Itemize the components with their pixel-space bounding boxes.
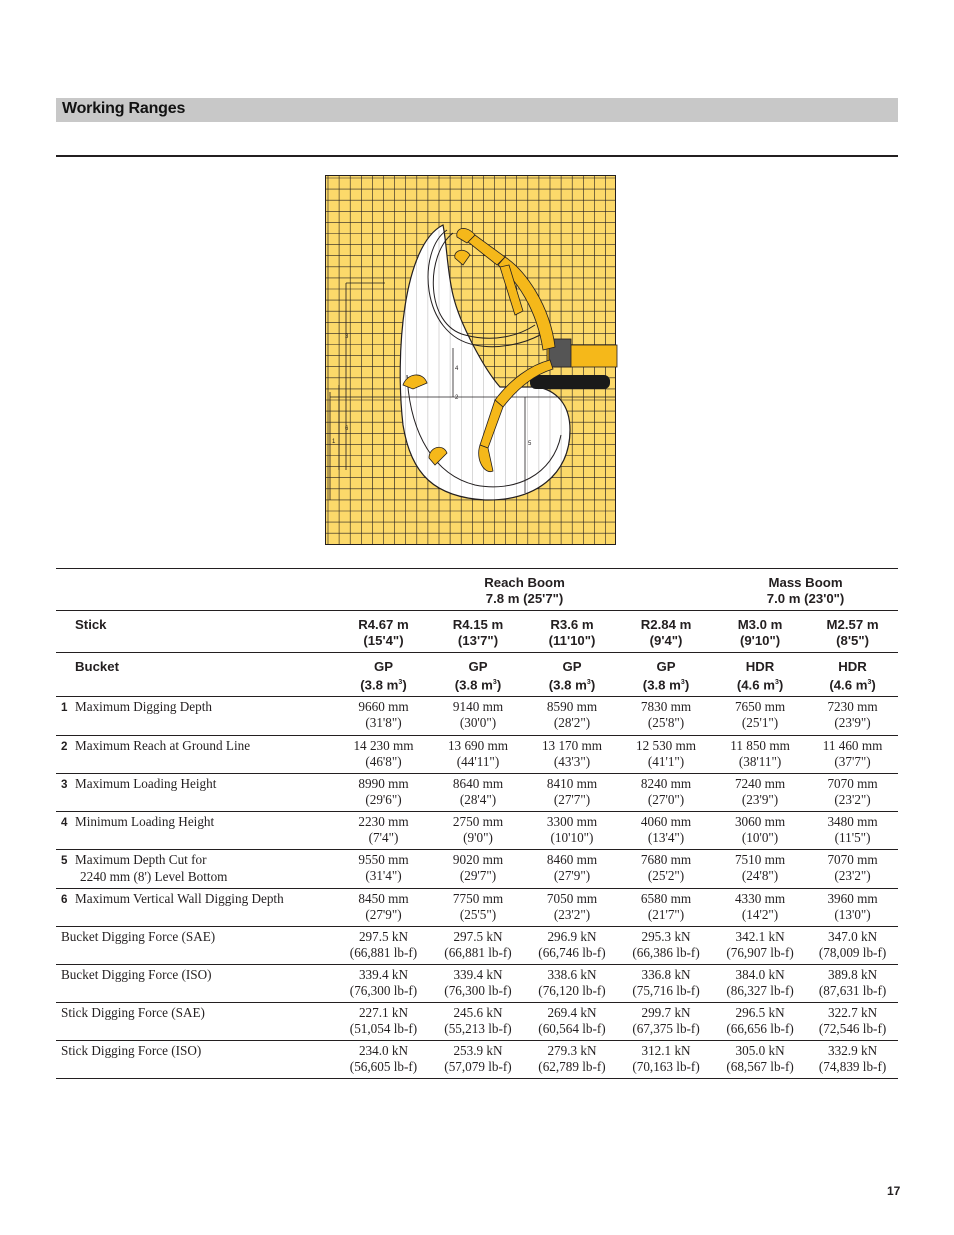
spec-value-metric: 296.5 kN	[735, 1005, 785, 1021]
spec-value-metric: 12 530 mm	[635, 738, 697, 754]
spec-number: 2	[61, 740, 68, 754]
spec-value-imperial: (66,386 lb-f)	[632, 945, 700, 961]
spec-value-cell	[619, 812, 713, 850]
spec-value-metric: 2750 mm	[452, 814, 504, 830]
bucket-end: )	[590, 677, 596, 693]
spec-label: Bucket Digging Force (ISO)	[61, 967, 212, 983]
spec-value-metric: 8640 mm	[452, 776, 504, 792]
stick-row	[56, 611, 898, 653]
spec-value-cell	[807, 889, 898, 927]
spec-value-metric: 347.0 kN	[828, 929, 878, 945]
spec-row	[56, 736, 898, 774]
spec-value-cell	[336, 812, 431, 850]
spec-value-cell	[336, 774, 431, 812]
spec-value-imperial: (23'9")	[741, 792, 779, 808]
stick-sub: (9'10")	[739, 633, 781, 648]
spec-value-cell	[431, 965, 525, 1003]
stick-sub: (15'4")	[363, 633, 404, 648]
spec-value-imperial: (23'2")	[553, 907, 591, 923]
spec-value-cell	[525, 889, 619, 927]
bucket-end: )	[496, 677, 502, 693]
bucket-sub: (4.6 m	[829, 677, 868, 693]
spec-value-imperial: (62,789 lb-f)	[538, 1059, 606, 1075]
working-ranges-diagram	[325, 175, 616, 545]
spec-value-cell	[713, 927, 807, 965]
spec-value-cell	[807, 697, 898, 736]
spec-value-metric: 4060 mm	[640, 814, 692, 830]
stick-col-1	[431, 611, 525, 653]
spec-value-metric: 253.9 kN	[453, 1043, 503, 1059]
spec-row	[56, 1003, 898, 1041]
spec-value-imperial: (67,375 lb-f)	[632, 1021, 700, 1037]
spec-label: Stick Digging Force (ISO)	[61, 1043, 202, 1059]
spec-value-imperial: (51,054 lb-f)	[349, 1021, 418, 1037]
bucket-top-left	[455, 250, 470, 265]
bucket-sub: (3.8 m	[642, 677, 681, 693]
spec-value-cell	[431, 850, 525, 889]
spec-value-imperial: (78,009 lb-f)	[818, 945, 887, 961]
mass-boom-size: 7.0 m (23'0")	[766, 591, 845, 606]
spec-value-imperial: (86,327 lb-f)	[726, 983, 794, 999]
spec-value-metric: 342.1 kN	[735, 929, 785, 945]
spec-value-metric: 8240 mm	[640, 776, 692, 792]
spec-value-cell	[713, 965, 807, 1003]
spec-value-imperial: (9'0")	[463, 830, 493, 846]
stick-main: M3.0 m	[737, 617, 783, 632]
bucket-col-4	[713, 653, 807, 697]
spec-value-imperial: (27'9")	[553, 868, 591, 884]
spec-label-cell	[56, 1041, 336, 1079]
spec-value-cell	[619, 1003, 713, 1041]
spec-value-cell	[713, 812, 807, 850]
spec-value-cell	[619, 1041, 713, 1079]
spec-value-imperial: (23'2")	[834, 792, 871, 808]
bucket-row	[56, 653, 898, 697]
spec-label-cell	[56, 927, 336, 965]
spec-value-metric: 279.3 kN	[547, 1043, 597, 1059]
specs-table-body	[56, 569, 898, 1079]
bucket-end: )	[402, 677, 407, 693]
spec-label-cell	[56, 697, 336, 736]
stick-main: R3.6 m	[550, 617, 594, 632]
spec-value-imperial: (10'0")	[741, 830, 779, 846]
stick-col-3	[619, 611, 713, 653]
page-number: 17	[887, 1184, 901, 1198]
spec-value-imperial: (27'0")	[647, 792, 685, 808]
spec-value-cell	[525, 774, 619, 812]
spec-value-cell	[619, 850, 713, 889]
bucket-main: GP	[562, 659, 582, 674]
spec-value-cell	[336, 1003, 431, 1041]
spec-value-metric: 312.1 kN	[641, 1043, 691, 1059]
top-rule	[56, 155, 898, 157]
spec-value-imperial: (46'8")	[365, 754, 402, 770]
dimension-label: 6	[345, 426, 349, 432]
spec-value-imperial: (29'6")	[365, 792, 402, 808]
spec-value-imperial: (68,567 lb-f)	[726, 1059, 794, 1075]
spec-value-imperial: (37'7")	[834, 754, 871, 770]
spec-value-metric: 332.9 kN	[828, 1043, 878, 1059]
spec-value-imperial: (25'2")	[647, 868, 685, 884]
spec-value-cell	[807, 965, 898, 1003]
spec-value-cell	[807, 812, 898, 850]
spec-value-imperial: (27'7")	[553, 792, 591, 808]
spec-value-imperial: (87,631 lb-f)	[818, 983, 887, 999]
spec-value-metric: 338.6 kN	[547, 967, 597, 983]
spec-value-metric: 299.7 kN	[641, 1005, 691, 1021]
spec-value-cell	[713, 889, 807, 927]
spec-value-imperial: (41'1")	[647, 754, 685, 770]
spec-value-cell	[807, 1041, 898, 1079]
spec-value-metric: 13 170 mm	[541, 738, 603, 754]
bucket-end: )	[871, 677, 876, 693]
spec-value-cell	[336, 697, 431, 736]
spec-value-cell	[619, 736, 713, 774]
spec-value-metric: 13 690 mm	[447, 738, 509, 754]
page-title: Working Ranges	[62, 100, 186, 117]
spec-value-imperial: (76,300 lb-f)	[349, 983, 418, 999]
spec-label-line2: 2240 mm (8') Level Bottom	[80, 869, 228, 885]
spec-value-cell	[431, 1041, 525, 1079]
spec-value-cell	[336, 965, 431, 1003]
spec-value-cell	[525, 850, 619, 889]
specs-table	[56, 568, 898, 1079]
stick-main: M2.57 m	[826, 617, 879, 632]
spec-value-metric: 7650 mm	[734, 699, 786, 715]
spec-row	[56, 850, 898, 889]
spec-value-metric: 3480 mm	[827, 814, 878, 830]
spec-value-metric: 305.0 kN	[735, 1043, 785, 1059]
bucket-sup: 3	[867, 679, 872, 686]
bucket-sup: 3	[680, 679, 685, 686]
spec-value-metric: 8990 mm	[358, 776, 409, 792]
bucket-sub: (3.8 m	[548, 677, 587, 693]
blank-cell	[56, 569, 336, 611]
spec-number: 3	[61, 778, 68, 792]
spec-value-imperial: (29'7")	[459, 868, 497, 884]
spec-value-imperial: (44'11")	[456, 754, 500, 770]
diagram-svg	[325, 175, 616, 545]
spec-label: Stick Digging Force (SAE)	[61, 1005, 205, 1021]
spec-row	[56, 927, 898, 965]
spec-label-cell	[56, 889, 336, 927]
spec-value-imperial: (66,881 lb-f)	[444, 945, 512, 961]
spec-value-metric: 9550 mm	[358, 852, 409, 868]
bucket-sub: (4.6 m	[736, 677, 775, 693]
bucket-col-3	[619, 653, 713, 697]
spec-label-cell	[56, 774, 336, 812]
spec-value-cell	[525, 965, 619, 1003]
spec-value-imperial: (38'11")	[738, 754, 782, 770]
spec-value-cell	[619, 889, 713, 927]
spec-value-imperial: (28'2")	[553, 715, 591, 731]
spec-value-metric: 234.0 kN	[358, 1043, 409, 1059]
spec-value-metric: 8450 mm	[358, 891, 409, 907]
stick-main: R4.67 m	[358, 617, 409, 632]
spec-value-metric: 389.8 kN	[828, 967, 878, 983]
spec-value-imperial: (27'9")	[365, 907, 402, 923]
spec-value-cell	[431, 1003, 525, 1041]
spec-value-metric: 9020 mm	[452, 852, 504, 868]
spec-value-imperial: (25'8")	[647, 715, 685, 731]
spec-value-imperial: (66,656 lb-f)	[726, 1021, 794, 1037]
spec-value-imperial: (24'8")	[741, 868, 779, 884]
spec-label-cell	[56, 1003, 336, 1041]
spec-value-metric: 7050 mm	[546, 891, 598, 907]
bucket-col-5	[807, 653, 898, 697]
spec-value-metric: 295.3 kN	[641, 929, 691, 945]
bucket-label: Bucket	[75, 659, 119, 674]
spec-value-imperial: (25'5")	[459, 907, 497, 923]
bucket-main: GP	[373, 659, 394, 674]
dimension-label: 2	[455, 395, 459, 401]
spec-value-imperial: (31'8")	[365, 715, 402, 731]
spec-value-imperial: (55,213 lb-f)	[444, 1021, 512, 1037]
spec-value-cell	[619, 927, 713, 965]
spec-value-cell	[336, 1041, 431, 1079]
spec-value-metric: 6580 mm	[640, 891, 692, 907]
spec-label: Maximum Loading Height	[75, 776, 217, 792]
dimension-label: 1	[332, 439, 336, 445]
spec-value-imperial: (76,120 lb-f)	[538, 983, 606, 999]
stick-sub: (8'5")	[836, 633, 869, 648]
bucket-sub: (3.8 m	[454, 677, 493, 693]
spec-value-imperial: (72,546 lb-f)	[818, 1021, 887, 1037]
spec-row	[56, 812, 898, 850]
spec-value-metric: 9140 mm	[452, 699, 504, 715]
spec-value-imperial: (66,746 lb-f)	[538, 945, 606, 961]
spec-value-imperial: (14'2")	[741, 907, 779, 923]
spec-label: Maximum Vertical Wall Digging Depth	[75, 891, 284, 907]
spec-value-metric: 297.5 kN	[453, 929, 503, 945]
spec-value-cell	[431, 889, 525, 927]
spec-label: Maximum Reach at Ground Line	[75, 738, 251, 754]
spec-label-cell	[56, 965, 336, 1003]
reach-boom-name: Reach Boom	[484, 575, 565, 590]
spec-value-metric: 14 230 mm	[353, 738, 414, 754]
spec-number: 5	[61, 854, 68, 868]
spec-value-imperial: (76,907 lb-f)	[726, 945, 794, 961]
spec-row	[56, 774, 898, 812]
spec-value-imperial: (7'4")	[368, 830, 399, 846]
spec-value-cell	[807, 774, 898, 812]
stick-col-5	[807, 611, 898, 653]
spec-value-cell	[431, 736, 525, 774]
spec-value-metric: 11 850 mm	[730, 738, 790, 754]
spec-value-metric: 3300 mm	[546, 814, 598, 830]
spec-value-imperial: (11'5")	[834, 830, 871, 846]
spec-value-cell	[431, 697, 525, 736]
spec-row	[56, 965, 898, 1003]
spec-number: 1	[61, 701, 68, 715]
spec-value-metric: 227.1 kN	[358, 1005, 409, 1021]
spec-value-metric: 4330 mm	[734, 891, 786, 907]
spec-value-metric: 297.5 kN	[358, 929, 409, 945]
stick-col-2	[525, 611, 619, 653]
spec-value-cell	[713, 697, 807, 736]
dimension-label: 3	[345, 334, 349, 340]
spec-value-cell	[713, 1041, 807, 1079]
stick-col-4	[713, 611, 807, 653]
spec-value-cell	[619, 774, 713, 812]
spec-value-metric: 384.0 kN	[735, 967, 785, 983]
bucket-col-1	[431, 653, 525, 697]
spec-value-imperial: (30'0")	[459, 715, 497, 731]
spec-label-cell	[56, 736, 336, 774]
spec-value-imperial: (23'2")	[834, 868, 871, 884]
reach-boom-header	[336, 569, 713, 611]
spec-value-metric: 296.9 kN	[547, 929, 597, 945]
spec-value-metric: 245.6 kN	[453, 1005, 503, 1021]
bucket-sup: 3	[398, 679, 403, 686]
boom-header-row	[56, 569, 898, 611]
spec-value-imperial: (13'4")	[647, 830, 685, 846]
stick-main: R2.84 m	[640, 617, 692, 632]
spec-value-cell	[525, 927, 619, 965]
spec-value-cell	[336, 927, 431, 965]
spec-value-imperial: (66,881 lb-f)	[349, 945, 418, 961]
dimension-label: 4	[455, 366, 459, 372]
spec-value-imperial: (60,564 lb-f)	[538, 1021, 606, 1037]
bucket-sup: 3	[586, 679, 591, 686]
stick-upper	[468, 235, 505, 265]
spec-value-cell	[336, 850, 431, 889]
spec-label: Maximum Depth Cut for	[75, 852, 207, 868]
spec-value-cell	[619, 965, 713, 1003]
spec-value-metric: 7750 mm	[452, 891, 504, 907]
stick-sub: (13'7")	[457, 633, 499, 648]
spec-value-metric: 3060 mm	[734, 814, 786, 830]
spec-value-cell	[336, 736, 431, 774]
spec-value-metric: 339.4 kN	[453, 967, 503, 983]
spec-value-metric: 336.8 kN	[641, 967, 691, 983]
spec-value-metric: 7230 mm	[827, 699, 878, 715]
spec-value-metric: 7830 mm	[640, 699, 692, 715]
spec-value-cell	[807, 736, 898, 774]
spec-value-metric: 8460 mm	[546, 852, 598, 868]
spec-value-metric: 7510 mm	[734, 852, 786, 868]
spec-value-imperial: (56,605 lb-f)	[349, 1059, 418, 1075]
spec-value-cell	[619, 697, 713, 736]
spec-value-cell	[431, 774, 525, 812]
bucket-col-2	[525, 653, 619, 697]
spec-value-metric: 7240 mm	[734, 776, 786, 792]
spec-value-imperial: (31'4")	[365, 868, 402, 884]
spec-label-cell	[56, 850, 336, 889]
bucket-main: HDR	[745, 659, 775, 674]
spec-value-imperial: (43'3")	[553, 754, 591, 770]
mass-boom-name: Mass Boom	[768, 575, 843, 590]
spec-value-cell	[713, 1003, 807, 1041]
spec-value-cell	[525, 1003, 619, 1041]
bucket-sub: (3.8 m	[360, 677, 399, 693]
spec-value-metric: 339.4 kN	[358, 967, 409, 983]
spec-value-cell	[713, 774, 807, 812]
spec-value-imperial: (28'4")	[459, 792, 497, 808]
stick-main: R4.15 m	[452, 617, 504, 632]
bucket-sup: 3	[774, 679, 779, 686]
spec-value-cell	[713, 736, 807, 774]
spec-value-imperial: (10'10")	[550, 830, 594, 846]
spec-value-imperial: (57,079 lb-f)	[444, 1059, 512, 1075]
spec-value-metric: 7680 mm	[640, 852, 692, 868]
spec-value-cell	[713, 850, 807, 889]
stick-sub: (11'10")	[548, 633, 596, 648]
spec-value-cell	[431, 927, 525, 965]
spec-value-imperial: (75,716 lb-f)	[632, 983, 700, 999]
spec-row	[56, 697, 898, 736]
spec-number: 4	[61, 816, 68, 830]
spec-value-cell	[807, 927, 898, 965]
spec-value-cell	[431, 812, 525, 850]
spec-label: Bucket Digging Force (SAE)	[61, 929, 216, 945]
dimension-label: 5	[528, 441, 532, 447]
spec-value-cell	[525, 812, 619, 850]
bucket-main: HDR	[838, 659, 867, 674]
spec-label: Minimum Loading Height	[75, 814, 215, 830]
spec-value-metric: 8590 mm	[546, 699, 598, 715]
spec-label: Maximum Digging Depth	[75, 699, 212, 715]
spec-value-metric: 7070 mm	[827, 852, 878, 868]
spec-value-metric: 3960 mm	[827, 891, 878, 907]
spec-row	[56, 1041, 898, 1079]
spec-value-imperial: (25'1")	[741, 715, 779, 731]
bucket-sup: 3	[492, 679, 497, 686]
spec-value-cell	[336, 889, 431, 927]
bucket-main: GP	[468, 659, 488, 674]
spec-value-imperial: (21'7")	[647, 907, 685, 923]
spec-value-imperial: (70,163 lb-f)	[632, 1059, 700, 1075]
bucket-end: )	[778, 677, 784, 693]
spec-value-imperial: (76,300 lb-f)	[444, 983, 512, 999]
reach-boom-size: 7.8 m (25'7")	[485, 591, 564, 606]
bucket-main: GP	[656, 659, 676, 674]
spec-value-metric: 2230 mm	[358, 814, 409, 830]
spec-value-cell	[525, 736, 619, 774]
spec-value-imperial: (74,839 lb-f)	[818, 1059, 887, 1075]
spec-value-imperial: (23'9")	[834, 715, 871, 731]
mass-boom-header	[713, 569, 898, 611]
bucket-end: )	[684, 677, 690, 693]
spec-row	[56, 889, 898, 927]
spec-number: 6	[61, 893, 68, 907]
stick-label: Stick	[75, 617, 107, 632]
spec-value-cell	[807, 850, 898, 889]
spec-value-imperial: (13'0")	[834, 907, 871, 923]
spec-value-cell	[525, 697, 619, 736]
stick-col-0	[336, 611, 431, 653]
spec-value-metric: 11 460 mm	[822, 738, 883, 754]
spec-value-metric: 322.7 kN	[828, 1005, 878, 1021]
bucket-col-0	[336, 653, 431, 697]
track	[530, 375, 610, 389]
stick-sub: (9'4")	[649, 633, 683, 648]
spec-value-metric: 7070 mm	[827, 776, 878, 792]
spec-label-cell	[56, 812, 336, 850]
spec-value-metric: 9660 mm	[358, 699, 409, 715]
spec-value-metric: 8410 mm	[546, 776, 598, 792]
spec-value-metric: 269.4 kN	[547, 1005, 597, 1021]
section-title-bar	[56, 98, 898, 122]
spec-value-cell	[525, 1041, 619, 1079]
spec-value-cell	[807, 1003, 898, 1041]
